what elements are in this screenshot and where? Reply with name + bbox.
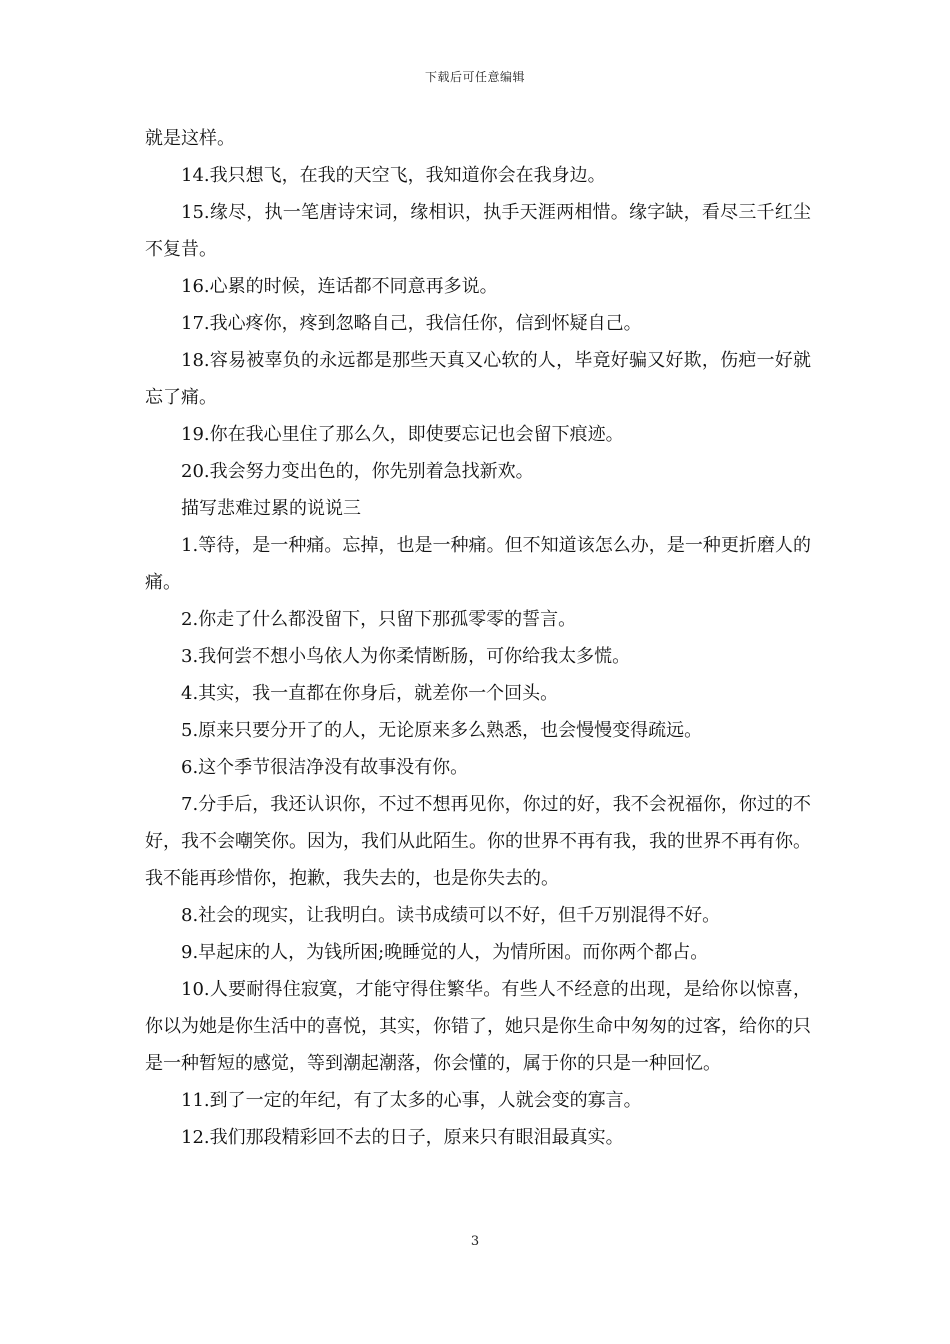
page-number: 3: [470, 1234, 480, 1249]
paragraph: 17.我心疼你，疼到忽略自己，我信任你，信到怀疑自己。: [181, 313, 642, 334]
page-header: 下载后可任意编辑: [424, 70, 525, 84]
paragraph: 11.到了一定的年纪，有了太多的心事，人就会变的寡言。: [181, 1090, 642, 1111]
paragraph: 14.我只想飞，在我的天空飞，我知道你会在我身边。: [181, 165, 606, 186]
paragraph: 18.容易被辜负的永远都是那些天真又心软的人，毕竟好骗又好欺，伤疤一好就忘了痛。: [145, 350, 811, 408]
document-body: [145, 120, 811, 1156]
paragraph: 5.原来只要分开了的人，无论原来多么熟悉，也会慢慢变得疏远。: [181, 720, 703, 741]
paragraph: 8.社会的现实，让我明白。读书成绩可以不好，但千万别混得不好。: [181, 905, 721, 926]
paragraph: 2.你走了什么都没留下，只留下那孤零零的誓言。: [181, 609, 577, 630]
paragraph: 1.等待，是一种痛。忘掉，也是一种痛。但不知道该怎么办，是一种更折磨人的痛。: [145, 535, 811, 593]
paragraph: 9.早起床的人，为钱所困;晚睡觉的人，为情所困。而你两个都占。: [181, 942, 709, 963]
paragraph: 3.我何尝不想小鸟依人为你柔情断肠，可你给我太多慌。: [181, 646, 631, 667]
paragraph: 6.这个季节很洁净没有故事没有你。: [181, 757, 469, 778]
paragraph: 19.你在我心里住了那么久，即使要忘记也会留下痕迹。: [181, 424, 624, 445]
paragraph: 16.心累的时候，连话都不同意再多说。: [181, 276, 498, 297]
paragraph: 20.我会努力变出色的，你先别着急找新欢。: [181, 461, 534, 482]
paragraph: 15.缘尽，执一笔唐诗宋词，缘相识，执手天涯两相惜。缘字缺，看尽三千红尘不复昔。: [145, 202, 811, 260]
paragraph: 12.我们那段精彩回不去的日子，原来只有眼泪最真实。: [181, 1127, 624, 1148]
paragraph: 10.人要耐得住寂寞，才能守得住繁华。有些人不经意的出现，是给你以惊喜，你以为她是你生活中的喜悦，其实，你错了，她只是你生命中匆匆的过客，给你的只是一种暂短的感觉，等到潮起潮落，你会懂的，属于你的只是一种回忆。: [145, 979, 811, 1074]
section-heading: 描写悲难过累的说说三: [181, 498, 361, 519]
paragraph: 4.其实，我一直都在你身后，就差你一个回头。: [181, 683, 559, 704]
paragraph: 7.分手后，我还认识你，不过不想再见你，你过的好，我不会祝福你，你过的不好，我不会嘲笑你。因为，我们从此陌生。你的世界不再有我，我的世界不再有你。我不能再珍惜你，抱歉，我失去的，也是你失去的。: [145, 794, 811, 889]
paragraph: 就是这样。: [145, 128, 235, 149]
